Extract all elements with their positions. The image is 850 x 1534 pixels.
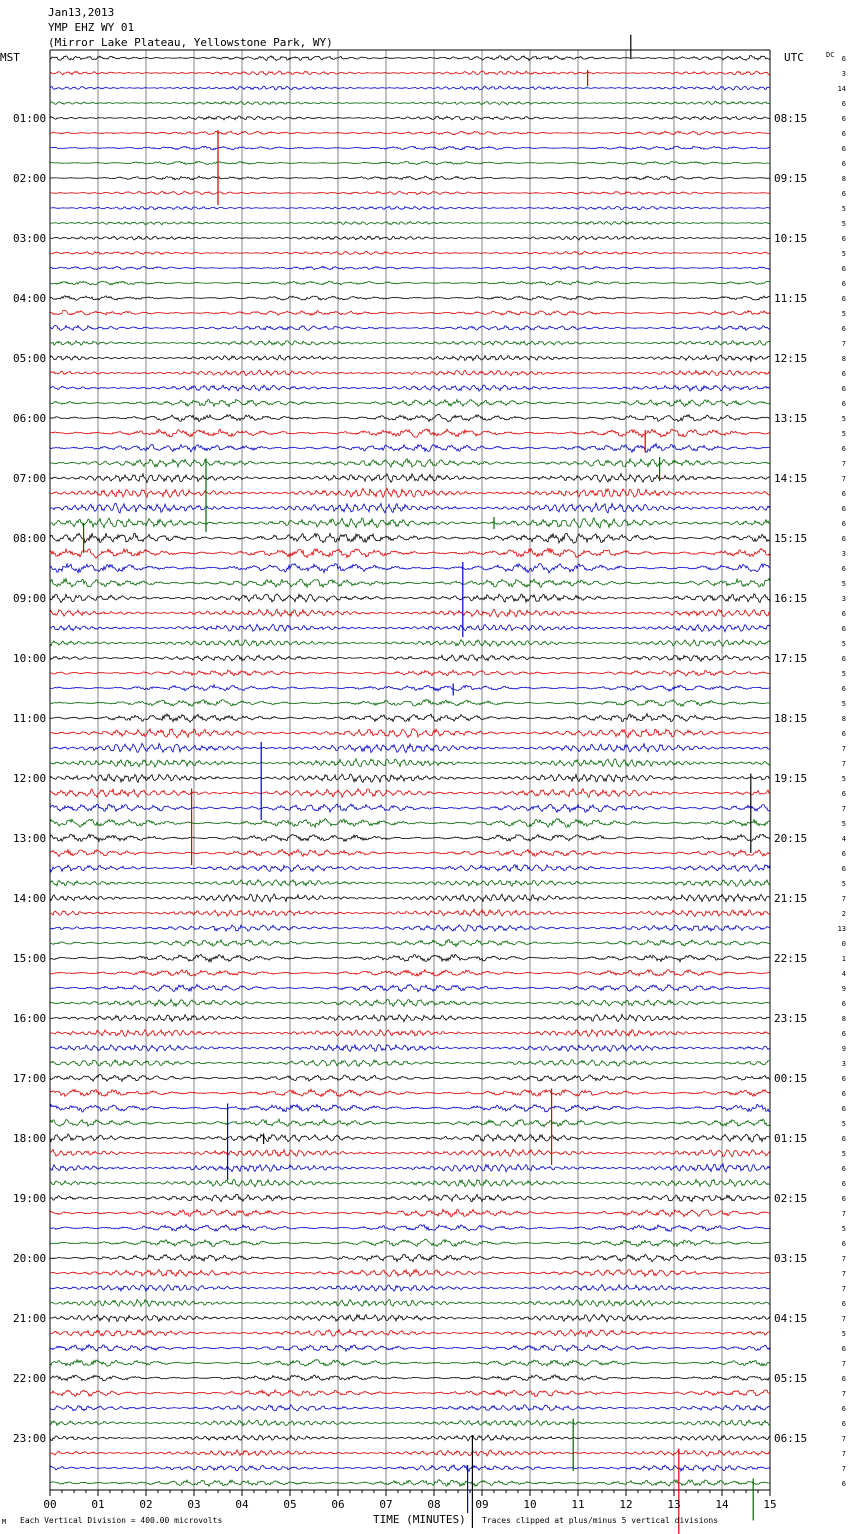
dc-offset-label: 9 [841, 1045, 846, 1053]
left-hour-label: 18:00 [13, 1132, 47, 1145]
trace-line [50, 1060, 770, 1067]
trace-line [50, 251, 770, 254]
trace-line [50, 925, 770, 931]
trace-line [50, 341, 770, 346]
left-hour-label: 01:00 [13, 112, 47, 125]
plot-grid [50, 50, 770, 1490]
trace-line [50, 1330, 770, 1337]
trace-line [50, 774, 770, 782]
dc-offset-label: 6 [841, 295, 846, 303]
dc-offset-label: 6 [841, 265, 846, 273]
trace-line [50, 999, 770, 1006]
dc-offset-label: 1 [841, 955, 846, 963]
dc-offset-label: 7 [841, 745, 846, 753]
dc-offset-label: 3 [841, 70, 846, 78]
dc-offset-label: 5 [841, 1150, 846, 1158]
dc-offset-label: 6 [841, 655, 846, 663]
trace-line [50, 1345, 770, 1352]
right-hour-label: 21:15 [774, 892, 808, 905]
trace-line [50, 222, 770, 225]
right-hour-label: 06:15 [774, 1432, 808, 1445]
trace-line [50, 984, 770, 991]
trace-line [50, 444, 770, 453]
left-hour-label: 07:00 [13, 472, 47, 485]
dc-offset-label: 6 [841, 1345, 846, 1353]
trace-line [50, 459, 770, 467]
dc-offset-label: 6 [841, 625, 846, 633]
left-hour-label: 03:00 [13, 232, 47, 245]
trace-line [50, 1390, 770, 1396]
dc-offset-label: 6 [841, 535, 846, 543]
left-hour-label: 09:00 [13, 592, 47, 605]
trace-line [50, 685, 770, 692]
dc-offset-label: 8 [841, 1015, 846, 1023]
dc-offset-label: 0 [841, 940, 846, 948]
right-hour-label: 02:15 [774, 1192, 808, 1205]
x-axis-label: TIME (MINUTES) [373, 1513, 466, 1526]
x-tick-label: 15 [763, 1498, 777, 1511]
dc-offset-label: 6 [841, 1480, 846, 1488]
dc-offset-label: 7 [841, 1465, 846, 1473]
dc-offset-label: 6 [841, 385, 846, 393]
left-hour-label: 23:00 [13, 1432, 47, 1445]
trace-line [50, 1045, 770, 1052]
trace-line [50, 699, 770, 706]
left-timezone-label: MST [0, 51, 20, 64]
spike-group [84, 35, 754, 1534]
left-hour-label: 21:00 [13, 1312, 47, 1325]
station-label: YMP EHZ WY 01 [48, 21, 135, 34]
dc-offset-label: 9 [841, 985, 846, 993]
left-hour-label: 17:00 [13, 1072, 47, 1085]
trace-line [50, 1314, 770, 1321]
right-hour-label: 23:15 [774, 1012, 808, 1025]
trace-line [50, 759, 770, 767]
dc-offset-label: 13 [837, 925, 846, 933]
trace-line [50, 385, 770, 391]
right-hour-label: 04:15 [774, 1312, 808, 1325]
trace-line [50, 970, 770, 977]
trace-line [50, 206, 770, 209]
dc-offset-label: 6 [841, 730, 846, 738]
dc-offset-label: 5 [841, 205, 846, 213]
dc-offset-label: 7 [841, 1285, 846, 1293]
trace-line [50, 236, 770, 240]
dc-offset-label: 5 [841, 220, 846, 228]
trace-line [50, 1450, 770, 1456]
x-tick-label: 11 [571, 1498, 585, 1511]
trace-line [50, 311, 770, 316]
trace-line [50, 1104, 770, 1112]
left-hour-labels [13, 112, 46, 1445]
left-hour-label: 14:00 [13, 892, 47, 905]
dc-offset-label: 2 [841, 910, 846, 918]
dc-offset-label: 6 [841, 190, 846, 198]
dc-offset-label: 6 [841, 1075, 846, 1083]
dc-offset-label: 8 [841, 355, 846, 363]
scale-footer: Each Vertical Division = 400.00 microvolts [20, 1516, 223, 1525]
right-hour-label: 03:15 [774, 1252, 808, 1265]
left-hour-label: 12:00 [13, 772, 47, 785]
dc-offset-label: 6 [841, 55, 846, 63]
trace-line [50, 101, 770, 104]
x-tick-label: 10 [523, 1498, 537, 1511]
clip-footer: Traces clipped at plus/minus 5 vertical divisions [482, 1516, 719, 1525]
right-hour-labels [774, 112, 807, 1445]
trace-line [50, 1375, 770, 1381]
trace-line [50, 609, 770, 617]
dc-offset-label: 6 [841, 1420, 846, 1428]
trace-line [50, 533, 770, 543]
x-tick-label: 05 [283, 1498, 297, 1511]
dc-offset-label: 6 [841, 160, 846, 168]
trace-line [50, 281, 770, 285]
dc-offset-label: 5 [841, 700, 846, 708]
dc-offset-label: 6 [841, 370, 846, 378]
trace-line [50, 146, 770, 150]
trace-line [50, 655, 770, 661]
dc-offset-label: 6 [841, 100, 846, 108]
dc-offset-label: 7 [841, 1210, 846, 1218]
trace-line [50, 1089, 770, 1097]
dc-offset-label: 6 [841, 145, 846, 153]
trace-line [50, 954, 770, 961]
trace-line [50, 370, 770, 376]
trace-line [50, 1014, 770, 1021]
dc-offset-label: 7 [841, 460, 846, 468]
dc-offset-label: 3 [841, 1060, 846, 1068]
trace-line [50, 1179, 770, 1186]
trace-line [50, 1164, 770, 1172]
dc-offset-label: 6 [841, 400, 846, 408]
dc-offset-label: 6 [841, 1405, 846, 1413]
dc-offset-label: 7 [841, 1255, 846, 1263]
dc-offset-label: 6 [841, 1105, 846, 1113]
trace-line [50, 819, 770, 828]
trace-line [50, 1134, 770, 1142]
dc-offset-label: 6 [841, 505, 846, 513]
trace-line [50, 325, 770, 330]
x-tick-label: 06 [331, 1498, 345, 1511]
dc-offset-label: 6 [841, 1135, 846, 1143]
left-hour-label: 08:00 [13, 532, 47, 545]
dc-offset-label: 5 [841, 880, 846, 888]
left-hour-label: 22:00 [13, 1372, 47, 1385]
trace-line [50, 1119, 770, 1127]
trace-line [50, 1225, 770, 1232]
trace-line [50, 640, 770, 647]
left-hour-label: 06:00 [13, 412, 47, 425]
dc-offset-label: 6 [841, 1240, 846, 1248]
trace-line [50, 266, 770, 269]
left-hour-label: 20:00 [13, 1252, 47, 1265]
dc-offset-label: 6 [841, 490, 846, 498]
x-tick-label: 02 [139, 1498, 153, 1511]
trace-line [50, 1465, 770, 1471]
trace-line [50, 714, 770, 723]
dc-offset-label: 6 [841, 1165, 846, 1173]
trace-line [50, 834, 770, 841]
x-tick-label: 14 [715, 1498, 729, 1511]
dc-offset-label: 7 [841, 760, 846, 768]
trace-line [50, 804, 770, 812]
left-hour-label: 11:00 [13, 712, 47, 725]
trace-line [50, 1405, 770, 1411]
dc-offset-label: 7 [841, 1435, 846, 1443]
dc-offset-label: 7 [841, 805, 846, 813]
dc-offset-label: 5 [841, 775, 846, 783]
dc-offset-label: 5 [841, 1225, 846, 1233]
x-tick-label: 03 [187, 1498, 201, 1511]
trace-line [50, 729, 770, 738]
right-hour-label: 13:15 [774, 412, 808, 425]
dc-offset-label: 14 [837, 85, 846, 93]
trace-line [50, 71, 770, 75]
dc-offset-label: 5 [841, 310, 846, 318]
date-label: Jan13,2013 [48, 6, 115, 19]
dc-offset-label: 3 [841, 550, 846, 558]
trace-line [50, 909, 770, 916]
trace-line [50, 55, 770, 60]
right-hour-label: 20:15 [774, 832, 808, 845]
right-hour-label: 05:15 [774, 1372, 808, 1385]
dc-offset-label: 6 [841, 850, 846, 858]
right-hour-label: 08:15 [774, 112, 808, 125]
trace-line [50, 670, 770, 676]
trace-line [50, 1269, 770, 1276]
trace-line [50, 518, 770, 528]
trace-line [50, 296, 770, 300]
left-hour-label: 16:00 [13, 1012, 47, 1025]
corner-mark: M [2, 1518, 7, 1526]
trace-line [50, 474, 770, 483]
trace-line [50, 1194, 770, 1201]
dc-offset-label: 5 [841, 1120, 846, 1128]
dc-offset-label: 7 [841, 1270, 846, 1278]
trace-line [50, 1435, 770, 1441]
dc-offset-label: 6 [841, 565, 846, 573]
trace-line [50, 131, 770, 135]
trace-line [50, 429, 770, 437]
x-tick-label: 12 [619, 1498, 633, 1511]
dc-offset-label: 6 [841, 520, 846, 528]
left-hour-label: 05:00 [13, 352, 47, 365]
trace-line [50, 1150, 770, 1157]
dc-offset-label: 7 [841, 1360, 846, 1368]
dc-offset-label: 7 [841, 1315, 846, 1323]
dc-offset-label: 7 [841, 340, 846, 348]
trace-line [50, 548, 770, 558]
dc-offset-label: 4 [841, 835, 846, 843]
trace-line [50, 116, 770, 120]
trace-line [50, 399, 770, 406]
x-tick-label: 08 [427, 1498, 441, 1511]
right-hour-label: 09:15 [774, 172, 808, 185]
dc-offset-label: 7 [841, 895, 846, 903]
left-hour-label: 04:00 [13, 292, 47, 305]
dc-offset-label: 5 [841, 820, 846, 828]
left-hour-label: 10:00 [13, 652, 47, 665]
dc-offset-label: 6 [841, 130, 846, 138]
trace-line [50, 743, 770, 752]
dc-offset-label: 5 [841, 670, 846, 678]
dc-offset-label: 6 [841, 865, 846, 873]
left-hour-label: 02:00 [13, 172, 47, 185]
trace-line [50, 488, 770, 497]
trace-line [50, 503, 770, 513]
trace-line [50, 579, 770, 588]
dc-offset-label: 6 [841, 1090, 846, 1098]
trace-line [50, 894, 770, 902]
trace-group [50, 55, 770, 1486]
right-hour-label: 22:15 [774, 952, 808, 965]
right-timezone-label: UTC [784, 51, 804, 64]
dc-label: DC [826, 51, 835, 59]
trace-line [50, 940, 770, 947]
trace-line [50, 624, 770, 631]
dc-offset-label: 6 [841, 445, 846, 453]
dc-offset-labels [838, 55, 846, 1488]
trace-line [50, 1480, 770, 1487]
dc-offset-label: 6 [841, 610, 846, 618]
dc-offset-label: 6 [841, 235, 846, 243]
dc-offset-label: 6 [841, 685, 846, 693]
dc-offset-label: 7 [841, 475, 846, 483]
x-tick-label: 13 [667, 1498, 681, 1511]
dc-offset-label: 6 [841, 1030, 846, 1038]
x-tick-label: 00 [43, 1498, 57, 1511]
trace-line [50, 414, 770, 421]
right-hour-label: 19:15 [774, 772, 808, 785]
trace-line [50, 176, 770, 180]
trace-line [50, 1300, 770, 1307]
right-hour-label: 00:15 [774, 1072, 808, 1085]
trace-line [50, 355, 770, 361]
x-axis-ticks [43, 1490, 776, 1511]
trace-line [50, 564, 770, 574]
right-hour-label: 16:15 [774, 592, 808, 605]
right-hour-label: 14:15 [774, 472, 808, 485]
dc-offset-label: 7 [841, 1450, 846, 1458]
trace-line [50, 191, 770, 194]
dc-offset-label: 6 [841, 1195, 846, 1203]
right-hour-label: 12:15 [774, 352, 808, 365]
right-hour-label: 10:15 [774, 232, 808, 245]
dc-offset-label: 8 [841, 715, 846, 723]
dc-offset-label: 6 [841, 325, 846, 333]
left-hour-label: 19:00 [13, 1192, 47, 1205]
location-label: (Mirror Lake Plateau, Yellowstone Park, WY) [48, 36, 333, 49]
dc-offset-label: 3 [841, 595, 846, 603]
dc-offset-label: 6 [841, 115, 846, 123]
dc-offset-label: 5 [841, 250, 846, 258]
trace-line [50, 1254, 770, 1261]
right-hour-label: 17:15 [774, 652, 808, 665]
trace-line [50, 594, 770, 603]
right-hour-label: 01:15 [774, 1132, 808, 1145]
dc-offset-label: 6 [841, 1375, 846, 1383]
dc-offset-label: 6 [841, 280, 846, 288]
trace-line [50, 1360, 770, 1367]
dc-offset-label: 6 [841, 1000, 846, 1008]
right-hour-label: 18:15 [774, 712, 808, 725]
dc-offset-label: 5 [841, 580, 846, 588]
dc-offset-label: 6 [841, 1300, 846, 1308]
dc-offset-label: 5 [841, 1330, 846, 1338]
trace-line [50, 865, 770, 872]
trace-line [50, 1209, 770, 1217]
left-hour-label: 13:00 [13, 832, 47, 845]
trace-line [50, 1030, 770, 1037]
x-tick-label: 07 [379, 1498, 393, 1511]
x-tick-label: 01 [91, 1498, 105, 1511]
right-hour-label: 15:15 [774, 532, 808, 545]
dc-offset-label: 4 [841, 970, 846, 978]
trace-line [50, 86, 770, 90]
trace-line [50, 161, 770, 164]
right-hour-label: 11:15 [774, 292, 808, 305]
dc-offset-label: 8 [841, 175, 846, 183]
dc-offset-label: 6 [841, 790, 846, 798]
trace-line [50, 789, 770, 798]
trace-line [50, 880, 770, 887]
dc-offset-label: 5 [841, 640, 846, 648]
dc-offset-label: 6 [841, 1180, 846, 1188]
dc-offset-label: 7 [841, 1390, 846, 1398]
dc-offset-label: 5 [841, 415, 846, 423]
trace-line [50, 1285, 770, 1292]
trace-line [50, 1075, 770, 1082]
trace-line [50, 1239, 770, 1246]
trace-line [50, 1420, 770, 1426]
left-hour-label: 15:00 [13, 952, 47, 965]
x-tick-label: 04 [235, 1498, 249, 1511]
dc-offset-label: 5 [841, 430, 846, 438]
trace-line [50, 849, 770, 856]
x-tick-label: 09 [475, 1498, 489, 1511]
